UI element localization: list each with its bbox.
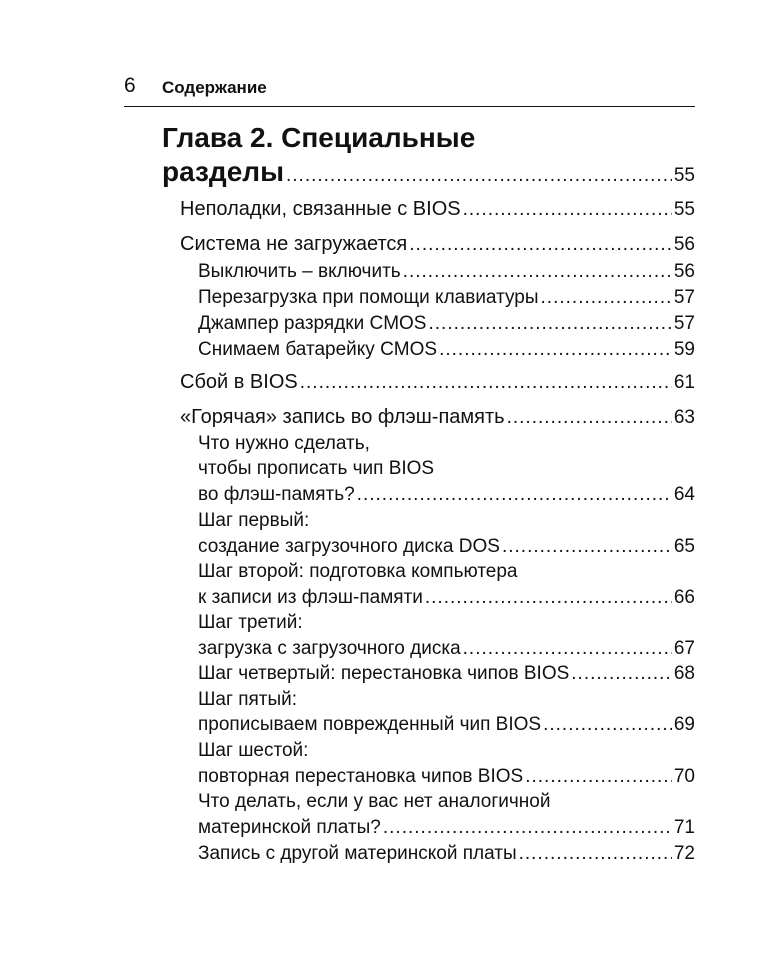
leader-dots: [383, 817, 672, 839]
toc-subentry[interactable]: [198, 766, 695, 788]
toc-entry-text: Перезагрузка при помощи клавиатуры: [198, 287, 539, 308]
toc-subentry[interactable]: [198, 663, 695, 685]
page-header: [124, 72, 695, 107]
toc-page-number: 57: [673, 287, 695, 308]
toc-entry-text: разделы: [162, 156, 284, 187]
toc-subentry-line[interactable]: Шаг первый:: [198, 510, 310, 531]
toc-subentry[interactable]: [198, 287, 695, 309]
leader-dots: [502, 536, 672, 558]
toc-page-number: 68: [673, 663, 695, 684]
toc-page-number: 57: [673, 313, 695, 334]
toc-subentry-line[interactable]: Шаг пятый:: [198, 689, 298, 710]
toc-subentry[interactable]: [198, 536, 695, 558]
toc-page-number: 67: [673, 638, 695, 659]
leader-dots: [428, 313, 671, 335]
toc-subentry[interactable]: [198, 714, 695, 736]
toc-page-number: 72: [673, 843, 695, 864]
leader-dots: [403, 261, 672, 283]
toc-entry-text: Система не загружается: [180, 233, 408, 255]
toc-subentry[interactable]: [198, 587, 695, 609]
toc-entry-text: Шаг четвертый: перестановка чипов BIOS: [198, 663, 570, 684]
toc-subentry-line[interactable]: Что делать, если у вас нет аналогичной: [198, 791, 551, 812]
leader-dots: [439, 339, 672, 361]
toc-subentry-line[interactable]: Шаг второй: подготовка компьютера: [198, 561, 518, 582]
toc-subentry-line[interactable]: Что нужно сделать,: [198, 433, 370, 454]
leader-dots: [357, 484, 672, 506]
leader-dots: [409, 234, 672, 256]
toc-page-number: 56: [673, 261, 695, 282]
toc-subentry[interactable]: [198, 638, 695, 660]
toc-page-number: 56: [673, 234, 695, 255]
toc-subentry[interactable]: [198, 484, 695, 506]
toc-subentry[interactable]: [198, 339, 695, 361]
toc-page-number: 69: [673, 714, 695, 735]
leader-dots: [541, 287, 672, 309]
toc-page-number: 70: [673, 766, 695, 787]
toc-entry-text: повторная перестановка чипов BIOS: [198, 766, 524, 787]
toc-entry-text: Джампер разрядки CMOS: [198, 313, 427, 334]
leader-dots: [571, 663, 672, 685]
toc-entry[interactable]: [180, 233, 695, 256]
toc-entry-text: Неполадки, связанные с BIOS: [180, 198, 461, 220]
chapter-title: [162, 120, 695, 156]
toc-subentry[interactable]: [198, 817, 695, 839]
toc-entry-text: во флэш-память?: [198, 484, 355, 505]
toc-entry-chapter[interactable]: [162, 156, 695, 188]
leader-dots: [463, 638, 672, 660]
toc-page-number: 55: [673, 165, 695, 186]
leader-dots: [507, 407, 672, 429]
toc-subentry[interactable]: [198, 313, 695, 335]
leader-dots: [300, 372, 672, 394]
toc-page-number: 63: [673, 407, 695, 428]
toc-page-number: 66: [673, 587, 695, 608]
toc-entry-text: материнской платы?: [198, 817, 381, 838]
leader-dots: [286, 165, 672, 187]
toc-subentry-line[interactable]: Шаг третий:: [198, 612, 303, 633]
toc-subentry[interactable]: [198, 843, 695, 865]
toc-entry-text: загрузка с загрузочного диска: [198, 638, 461, 659]
toc-entry-text: Сбой в BIOS: [180, 371, 298, 393]
toc-entry-text: Снимаем батарейку CMOS: [198, 339, 438, 360]
leader-dots: [425, 587, 672, 609]
toc-page-number: 71: [673, 817, 695, 838]
toc-entry-text: создание загрузочного диска DOS: [198, 536, 500, 557]
toc-entry-text: к записи из флэш-памяти: [198, 587, 423, 608]
leader-dots: [525, 766, 672, 788]
toc-entry-text: Выключить – включить: [198, 261, 401, 282]
toc-entry[interactable]: [180, 371, 695, 394]
toc-subentry-line[interactable]: Шаг шестой:: [198, 740, 309, 761]
chapter-title-line1: Глава 2. Специальные: [162, 122, 476, 153]
toc-page-number: 65: [673, 536, 695, 557]
leader-dots: [543, 714, 672, 736]
toc-entry-text: Запись с другой материнской платы: [198, 843, 517, 864]
page-number: 6: [124, 74, 136, 97]
toc-entry-text: прописываем поврежденный чип BIOS: [198, 714, 542, 735]
toc-entry[interactable]: [180, 406, 695, 429]
toc-subentry-line[interactable]: чтобы прописать чип BIOS: [198, 458, 435, 479]
toc-entry[interactable]: [180, 198, 695, 221]
toc-page-number: 61: [673, 372, 695, 393]
toc-subentry[interactable]: [198, 261, 695, 283]
toc-entry-text: «Горячая» запись во флэш-память: [180, 406, 505, 428]
leader-dots: [463, 199, 672, 221]
toc-page-number: 59: [673, 339, 695, 360]
toc-page-number: 55: [673, 199, 695, 220]
toc-page-number: 64: [673, 484, 695, 505]
leader-dots: [519, 843, 672, 865]
running-title: Содержание: [162, 78, 267, 97]
